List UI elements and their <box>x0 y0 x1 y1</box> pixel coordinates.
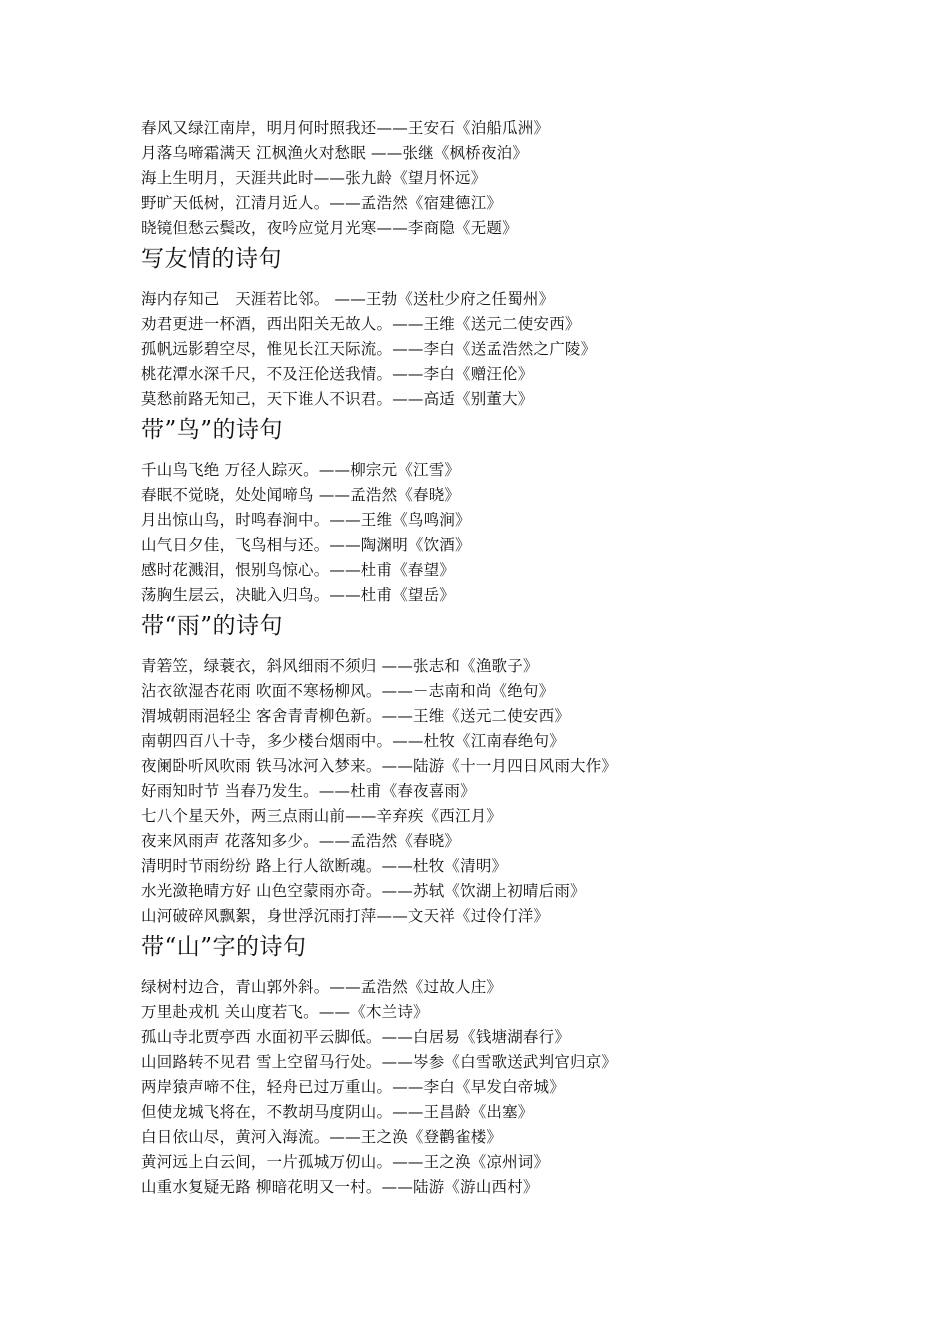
poem-line: 绿树村边合，青山郭外斜。——孟浩然《过故人庄》 <box>141 978 503 996</box>
poem-line: 孤山寺北贾亭西 水面初平云脚低。——白居易《钱塘湖春行》 <box>141 1028 571 1046</box>
section-mountain <box>141 932 841 1200</box>
poem-line: 沾衣欲湿杏花雨 吹面不寒杨柳风。——－志南和尚《绝句》 <box>141 682 555 700</box>
poem-line: 七八个星天外，两三点雨山前——辛弃疾《西江月》 <box>141 807 503 825</box>
poem-line: 黄河远上白云间，一片孤城万仞山。——王之涣《凉州词》 <box>141 1153 550 1171</box>
section-heading: 写友情的诗句 <box>141 246 282 272</box>
poem-line: 夜来风雨声 花落知多少。——孟浩然《春晓》 <box>141 832 461 850</box>
poem-line: 山河破碎风飘絮，身世浮沉雨打萍——文天祥《过伶仃洋》 <box>141 907 550 925</box>
poem-line: 莫愁前路无知己，天下谁人不识君。——高适《别董大》 <box>141 390 534 408</box>
poem-line: 好雨知时节 当春乃发生。——杜甫《春夜喜雨》 <box>141 782 476 800</box>
document-body <box>141 116 841 1200</box>
poem-line: 清明时节雨纷纷 路上行人欲断魂。——杜牧《清明》 <box>141 857 508 875</box>
poem-line: 海上生明月，天涯共此时——张九龄《望月怀远》 <box>141 169 487 187</box>
poem-line: 海内存知己 天涯若比邻。 ——王勃《送杜少府之任蜀州》 <box>141 290 555 308</box>
poem-line: 春眠不觉晓，处处闻啼鸟 ——孟浩然《春晓》 <box>141 486 461 504</box>
poem-line: 夜阑卧听风吹雨 铁马冰河入梦来。——陆游《十一月四日风雨大作》 <box>141 757 618 775</box>
poem-line: 桃花潭水深千尺，不及汪伦送我情。——李白《赠汪伦》 <box>141 365 534 383</box>
poem-line: 月出惊山鸟，时鸣春涧中。——王维《鸟鸣涧》 <box>141 511 471 529</box>
poem-line: 两岸猿声啼不住，轻舟已过万重山。——李白《早发白帝城》 <box>141 1078 565 1096</box>
section-rain <box>141 611 841 929</box>
poem-line: 但使龙城飞将在，不教胡马度阴山。——王昌龄《出塞》 <box>141 1103 534 1121</box>
poem-line: 南朝四百八十寺，多少楼台烟雨中。——杜牧《江南春绝句》 <box>141 732 565 750</box>
poem-line: 感时花溅泪，恨别鸟惊心。——杜甫《春望》 <box>141 561 456 579</box>
poem-line: 青箬笠，绿蓑衣，斜风细雨不须归 ——张志和《渔歌子》 <box>141 657 539 675</box>
poem-line: 渭城朝雨浥轻尘 客舍青青柳色新。——王维《送元二使安西》 <box>141 707 571 725</box>
section-bird <box>141 415 841 608</box>
section-moon <box>141 116 841 241</box>
poem-line: 千山鸟飞绝 万径人踪灭。——柳宗元《江雪》 <box>141 461 461 479</box>
poem-line: 白日依山尽，黄河入海流。——王之涣《登鹳雀楼》 <box>141 1128 503 1146</box>
poem-line: 山重水复疑无路 柳暗花明又一村。——陆游《游山西村》 <box>141 1178 539 1196</box>
poem-line: 万里赴戎机 关山度若飞。——《木兰诗》 <box>141 1003 429 1021</box>
poem-line: 水光潋艳晴方好 山色空蒙雨亦奇。——苏轼《饮湖上初晴后雨》 <box>141 882 586 900</box>
poem-line: 孤帆远影碧空尽，惟见长江天际流。——李白《送孟浩然之广陵》 <box>141 340 597 358</box>
poem-line: 荡胸生层云，决眦入归鸟。——杜甫《望岳》 <box>141 586 456 604</box>
section-heading: 带“雨”的诗句 <box>141 613 284 639</box>
poem-line: 山回路转不见君 雪上空留马行处。——岑参《白雪歌送武判官归京》 <box>141 1053 618 1071</box>
section-heading: 带”鸟”的诗句 <box>141 417 284 443</box>
poem-line: 山气日夕佳，飞鸟相与还。——陶渊明《饮酒》 <box>141 536 471 554</box>
section-heading: 带“山”字的诗句 <box>141 934 307 960</box>
poem-line: 月落乌啼霜满天 江枫渔火对愁眠 ——张继《枫桥夜泊》 <box>141 144 529 162</box>
poem-line: 晓镜但愁云鬓改，夜吟应觉月光寒——李商隐《无题》 <box>141 219 518 237</box>
poem-line: 野旷天低树，江清月近人。——孟浩然《宿建德江》 <box>141 194 503 212</box>
section-friendship <box>141 244 841 412</box>
poem-line: 春风又绿江南岸，明月何时照我还——王安石《泊船瓜洲》 <box>141 119 550 137</box>
poem-line: 劝君更进一杯酒，西出阳关无故人。——王维《送元二使安西》 <box>141 315 581 333</box>
